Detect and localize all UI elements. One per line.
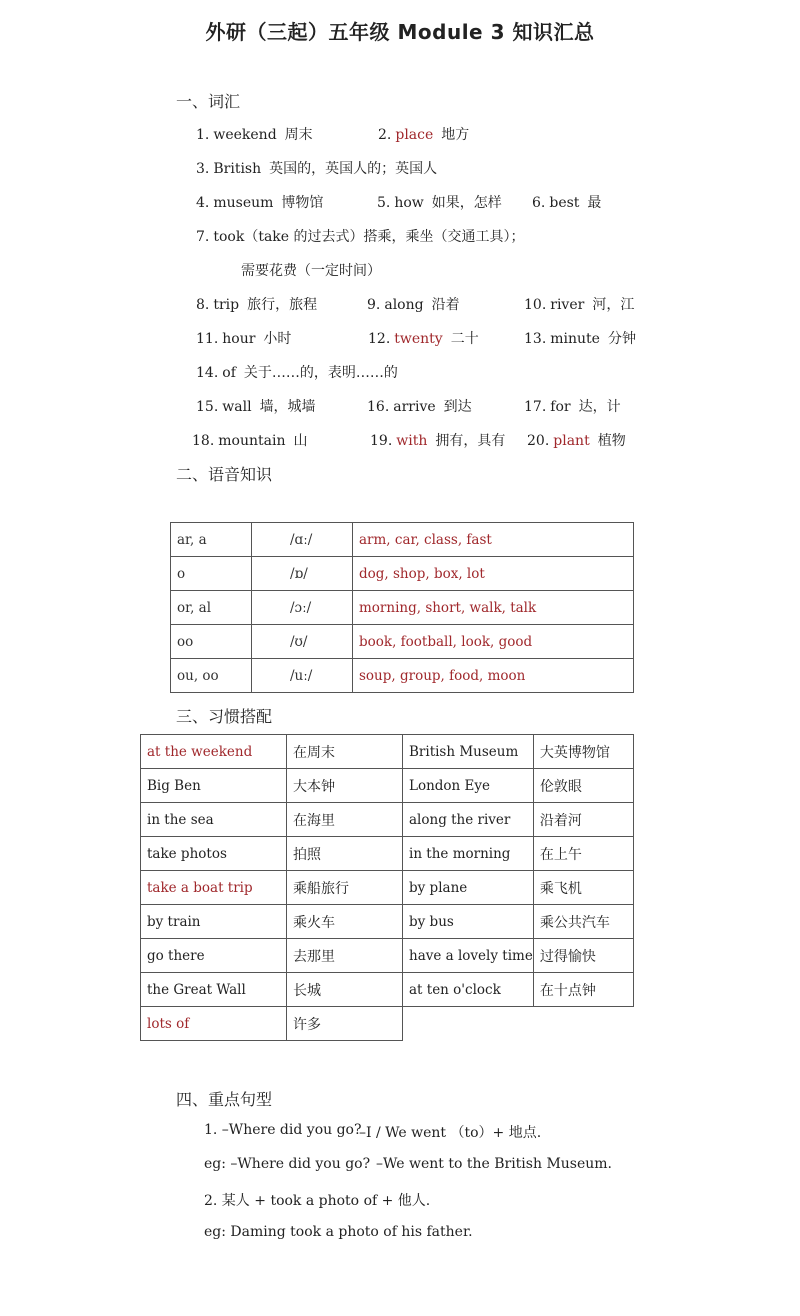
vocab-english: British xyxy=(213,161,262,177)
table-row xyxy=(141,837,634,871)
vocab-chinese: 如果，怎样 xyxy=(431,195,502,211)
phrase-chinese: 乘火车 xyxy=(287,905,403,939)
phrase-english: in the sea xyxy=(141,803,287,837)
vocab-item xyxy=(524,294,634,314)
vocab-chinese: 植物 xyxy=(597,433,626,449)
vocab-english: river xyxy=(550,297,585,313)
phonics-ipa: /uː/ xyxy=(252,659,353,693)
vocab-chinese: 小时 xyxy=(263,331,292,347)
vocab-english: best xyxy=(549,195,580,211)
phonics-letters: ar, a xyxy=(171,523,252,557)
phrase-chinese: 在海里 xyxy=(287,803,403,837)
table-row xyxy=(171,523,634,557)
phrase-english: go there xyxy=(141,939,287,973)
vocab-item xyxy=(368,328,479,348)
phonics-letters: or, al xyxy=(171,591,252,625)
phonics-letters: o xyxy=(171,557,252,591)
vocab-item xyxy=(367,396,472,416)
phrase-english: take photos xyxy=(141,837,287,871)
table-row xyxy=(141,871,634,905)
vocab-chinese: 旅行，旅程 xyxy=(247,297,318,313)
sentence-1-example-answer: –We went to the British Museum. xyxy=(376,1156,613,1172)
phrase-chinese: 长城 xyxy=(287,973,403,1007)
vocab-english: museum xyxy=(213,195,274,211)
phrase-english: take a boat trip xyxy=(141,871,287,905)
vocab-english: minute xyxy=(550,331,600,347)
vocab-chinese: 沿着 xyxy=(431,297,460,313)
empty-cell xyxy=(403,1007,634,1041)
vocab-item xyxy=(527,430,626,450)
phrase-english: by plane xyxy=(403,871,534,905)
table-row xyxy=(141,1007,634,1041)
vocab-chinese: 拥有，具有 xyxy=(435,433,506,449)
vocab-item xyxy=(196,158,437,178)
phrase-english: British Museum xyxy=(403,735,534,769)
phrase-english: London Eye xyxy=(403,769,534,803)
section-heading-vocab: 一、词汇 xyxy=(176,92,241,111)
vocab-chinese: 分钟 xyxy=(607,331,636,347)
vocab-number: 18. xyxy=(192,433,215,449)
phonics-table xyxy=(170,522,634,693)
table-row xyxy=(171,659,634,693)
section-heading-sentences: 四、重点句型 xyxy=(176,1090,273,1109)
vocab-number: 13. xyxy=(524,331,547,347)
phrase-chinese: 乘船旅行 xyxy=(287,871,403,905)
phrase-chinese: 在周末 xyxy=(287,735,403,769)
vocab-english: weekend xyxy=(213,127,277,143)
table-row xyxy=(141,973,634,1007)
vocab-item xyxy=(377,192,502,212)
phrases-table xyxy=(140,734,634,1041)
vocab-chinese: 关于……的，表明……的 xyxy=(243,365,398,381)
phrase-chinese: 许多 xyxy=(287,1007,403,1041)
vocab-english: with xyxy=(396,433,428,449)
vocab-number: 19. xyxy=(370,433,393,449)
vocab-english: trip xyxy=(213,297,240,313)
vocab-item xyxy=(378,124,469,144)
phrase-english: at the weekend xyxy=(141,735,287,769)
vocab-chinese: 地方 xyxy=(441,127,470,143)
phrase-english: at ten o'clock xyxy=(403,973,534,1007)
phonics-letters: oo xyxy=(171,625,252,659)
vocab-number: 12. xyxy=(368,331,391,347)
vocab-number: 9. xyxy=(367,297,381,313)
vocab-english: place xyxy=(395,127,434,143)
vocab-item xyxy=(196,328,291,348)
vocab-chinese: 到达 xyxy=(443,399,472,415)
phrase-chinese: 在上午 xyxy=(533,837,633,871)
phrase-english: have a lovely time xyxy=(403,939,534,973)
table-row xyxy=(141,735,634,769)
vocab-chinese: 二十 xyxy=(450,331,479,347)
phrase-chinese: 伦敦眼 xyxy=(533,769,633,803)
phonics-ipa: /ɔː/ xyxy=(252,591,353,625)
vocab-english: wall xyxy=(222,399,252,415)
phrase-english: in the morning xyxy=(403,837,534,871)
vocab-chinese: 英国的，英国人的；英国人 xyxy=(269,161,438,177)
sentence-1-answer: –I / We went （to）+ 地点. xyxy=(359,1125,542,1141)
vocab-item xyxy=(532,192,601,212)
vocab-item xyxy=(196,226,525,246)
vocab-chinese: 墙，城墙 xyxy=(259,399,316,415)
phonics-words: book, football, look, good xyxy=(353,625,634,659)
sentence-1-example-question: eg: –Where did you go? xyxy=(204,1156,371,1172)
phonics-ipa: /ɒ/ xyxy=(252,557,353,591)
vocab-english: mountain xyxy=(218,433,286,449)
phrase-chinese: 乘公共汽车 xyxy=(533,905,633,939)
phrase-english: the Great Wall xyxy=(141,973,287,1007)
vocab-chinese: 需要花费（一定时间） xyxy=(241,263,381,279)
phonics-words: dog, shop, box, lot xyxy=(353,557,634,591)
vocab-number: 3. xyxy=(196,161,210,177)
phrase-chinese: 乘飞机 xyxy=(533,871,633,905)
phrase-chinese: 在十点钟 xyxy=(533,973,633,1007)
phrase-english: by bus xyxy=(403,905,534,939)
vocab-number: 15. xyxy=(196,399,219,415)
vocab-english: arrive xyxy=(393,399,436,415)
section-heading-phonics: 二、语音知识 xyxy=(176,465,273,484)
vocab-number: 16. xyxy=(367,399,390,415)
sentence-2-example: eg: Daming took a photo of his father. xyxy=(204,1224,473,1240)
vocab-item xyxy=(370,430,505,450)
vocab-number: 6. xyxy=(532,195,546,211)
vocab-number: 14. xyxy=(196,365,219,381)
vocab-number: 4. xyxy=(196,195,210,211)
vocab-chinese: 达，计 xyxy=(578,399,621,415)
phonics-words: arm, car, class, fast xyxy=(353,523,634,557)
phonics-ipa: /ɑː/ xyxy=(252,523,353,557)
vocab-english: of xyxy=(222,365,236,381)
vocab-number: 10. xyxy=(524,297,547,313)
vocab-english: along xyxy=(384,297,424,313)
vocab-item xyxy=(524,396,621,416)
phrase-english: lots of xyxy=(141,1007,287,1041)
sentence-1-question: 1. –Where did you go? xyxy=(204,1122,362,1138)
phrase-english: Big Ben xyxy=(141,769,287,803)
phrase-chinese: 大英博物馆 xyxy=(533,735,633,769)
vocab-english: hour xyxy=(222,331,256,347)
phonics-ipa: /ʊ/ xyxy=(252,625,353,659)
phrase-chinese: 大本钟 xyxy=(287,769,403,803)
phrase-chinese: 去那里 xyxy=(287,939,403,973)
sentence-2: 2. 某人 + took a photo of + 他人. xyxy=(204,1193,431,1209)
section-heading-phrases: 三、习惯搭配 xyxy=(176,707,273,726)
vocab-english: plant xyxy=(553,433,590,449)
vocab-item xyxy=(196,124,313,144)
vocab-number: 11. xyxy=(196,331,219,347)
vocab-item xyxy=(196,362,398,382)
vocab-english: twenty xyxy=(394,331,443,347)
vocab-number: 2. xyxy=(378,127,392,143)
phonics-words: morning, short, walk, talk xyxy=(353,591,634,625)
page-title: 外研（三起）五年级 Module 3 知识汇总 xyxy=(205,20,595,44)
table-row xyxy=(171,557,634,591)
vocab-item xyxy=(196,192,323,212)
table-row xyxy=(171,591,634,625)
vocab-item xyxy=(196,396,316,416)
vocab-chinese: 山 xyxy=(293,433,308,449)
phonics-words: soup, group, food, moon xyxy=(353,659,634,693)
table-row xyxy=(141,939,634,973)
phrase-chinese: 过得愉快 xyxy=(533,939,633,973)
vocab-english: for xyxy=(550,399,571,415)
table-row xyxy=(141,905,634,939)
table-row xyxy=(171,625,634,659)
phrase-english: by train xyxy=(141,905,287,939)
vocab-item xyxy=(367,294,460,314)
vocab-item xyxy=(196,294,317,314)
vocab-number: 8. xyxy=(196,297,210,313)
vocab-number: 1. xyxy=(196,127,210,143)
phrase-chinese: 拍照 xyxy=(287,837,403,871)
vocab-number: 7. xyxy=(196,229,210,245)
phrase-chinese: 沿着河 xyxy=(533,803,633,837)
vocab-chinese: 河，江 xyxy=(592,297,635,313)
vocab-number: 20. xyxy=(527,433,550,449)
vocab-item xyxy=(192,430,307,450)
vocab-item xyxy=(524,328,636,348)
vocab-number: 17. xyxy=(524,399,547,415)
table-row xyxy=(141,803,634,837)
vocab-chinese: 周末 xyxy=(284,127,313,143)
vocab-chinese: 博物馆 xyxy=(281,195,324,211)
vocab-english: how xyxy=(394,195,424,211)
phonics-letters: ou, oo xyxy=(171,659,252,693)
phrase-english: along the river xyxy=(403,803,534,837)
vocab-english: took（take 的过去式）搭乘，乘坐（交通工具）； xyxy=(213,229,525,245)
vocab-number: 5. xyxy=(377,195,391,211)
vocab-chinese: 最 xyxy=(587,195,602,211)
table-row xyxy=(141,769,634,803)
